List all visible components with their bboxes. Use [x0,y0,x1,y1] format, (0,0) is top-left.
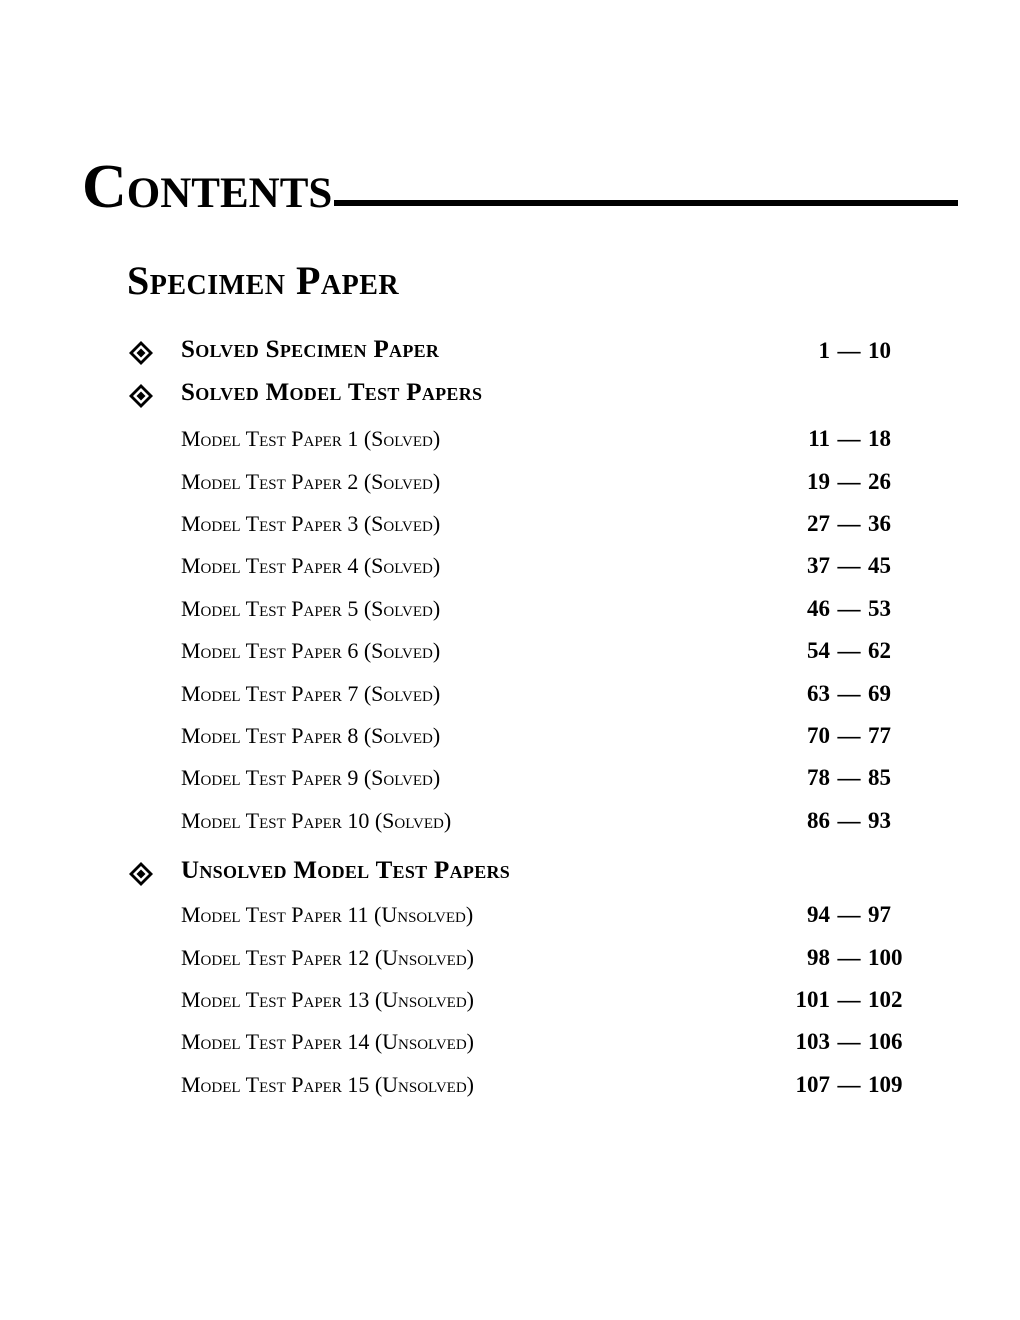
toc-entry-model-test-paper[interactable] [0,943,1020,979]
page-range [788,426,898,456]
toc-entry-label: Model Test Paper 10 (Solved) [181,808,452,833]
page-start: 86 [807,808,830,833]
page-end: 69 [868,681,891,706]
page-start: 78 [807,765,830,790]
toc-entry-label: Model Test Paper 1 (Solved) [181,426,441,451]
page-end: 53 [868,596,891,621]
page-start: 46 [807,596,830,621]
page-end: 45 [868,553,891,578]
page-range [788,765,898,795]
title-rule [334,200,958,206]
page-dash: — [837,987,861,1012]
page-dash: — [837,511,861,536]
toc-entry-model-test-paper[interactable] [0,985,1020,1021]
page-start: 1 [818,338,830,363]
toc-entry-label: Model Test Paper 13 (Unsolved) [181,987,474,1012]
page-range [788,902,898,932]
page-start: 103 [795,1029,830,1054]
toc-entry-unsolved-model-test-papers[interactable] [0,857,1020,893]
page-dash: — [837,765,861,790]
toc-entry-model-test-paper[interactable] [0,594,1020,630]
page-end: 106 [868,1029,903,1054]
page-range [788,1072,912,1102]
page-dash: — [837,553,861,578]
page-end: 100 [868,945,903,970]
page-range [788,987,912,1017]
page-range [788,723,898,753]
diamond-bullet-icon [128,383,154,409]
page-start: 107 [795,1072,830,1097]
page-end: 97 [868,902,891,927]
page-range [788,945,912,975]
page-end: 109 [868,1072,903,1097]
page-dash: — [837,808,861,833]
page-end: 77 [868,723,891,748]
toc-entry-label: Model Test Paper 4 (Solved) [181,553,441,578]
page-end: 93 [868,808,891,833]
toc-entry-label: Model Test Paper 5 (Solved) [181,596,441,621]
page-dash: — [837,945,861,970]
toc-entry-label: Model Test Paper 12 (Unsolved) [181,945,474,970]
toc-entry-model-test-paper[interactable] [0,1070,1020,1106]
section-heading: Specimen Paper [127,258,400,303]
toc-entry-label: Model Test Paper 15 (Unsolved) [181,1072,474,1097]
page-dash: — [837,902,861,927]
toc-entry-label: Model Test Paper 9 (Solved) [181,765,441,790]
toc-entry-model-test-paper[interactable] [0,509,1020,545]
page-range [788,469,898,499]
page-dash: — [837,1072,861,1097]
page-range [788,1029,912,1059]
toc-entry-solved-specimen-paper[interactable] [0,336,1020,372]
page-start: 63 [807,681,830,706]
page-range [788,596,898,626]
toc-entry-label: Model Test Paper 6 (Solved) [181,638,441,663]
page-end: 102 [868,987,903,1012]
toc-entry-model-test-paper[interactable] [0,721,1020,757]
page-start: 101 [795,987,830,1012]
page-dash: — [837,681,861,706]
toc-entry-model-test-paper[interactable] [0,806,1020,842]
toc-entry-model-test-paper[interactable] [0,636,1020,672]
toc-entry-label: Model Test Paper 14 (Unsolved) [181,1029,474,1054]
toc-entry-label: Model Test Paper 7 (Solved) [181,681,441,706]
toc-entry-label: Unsolved Model Test Papers [181,857,511,884]
page-start: 37 [807,553,830,578]
page-range [788,638,898,668]
page-range [788,511,898,541]
page-start: 98 [807,945,830,970]
page-dash: — [837,596,861,621]
page-dash: — [837,1029,861,1054]
toc-entry-model-test-paper[interactable] [0,763,1020,799]
page-range [788,808,898,838]
page-start: 19 [807,469,830,494]
toc-entry-label: Solved Specimen Paper [181,336,440,363]
page-start: 94 [807,902,830,927]
diamond-bullet-icon [128,861,154,887]
page-start: 54 [807,638,830,663]
page-end: 36 [868,511,891,536]
page-start: 70 [807,723,830,748]
page-range [788,553,898,583]
toc-entry-model-test-paper[interactable] [0,679,1020,715]
page-end: 85 [868,765,891,790]
page-start: 11 [808,426,830,451]
toc-entry-model-test-paper[interactable] [0,900,1020,936]
page-dash: — [837,426,861,451]
toc-entry-model-test-paper[interactable] [0,551,1020,587]
page-start: 27 [807,511,830,536]
page-end: 62 [868,638,891,663]
page-dash: — [837,469,861,494]
toc-entry-solved-model-test-papers[interactable] [0,379,1020,415]
toc-entry-label: Model Test Paper 8 (Solved) [181,723,441,748]
page-end: 10 [868,338,891,363]
page-title: Contents [82,153,333,221]
toc-entry-label: Model Test Paper 11 (Unsolved) [181,902,474,927]
page-dash: — [837,338,861,363]
page-end: 18 [868,426,891,451]
toc-entry-model-test-paper[interactable] [0,1027,1020,1063]
page-range [788,681,898,711]
toc-entry-label: Solved Model Test Papers [181,379,483,406]
page-end: 26 [868,469,891,494]
toc-entry-label: Model Test Paper 2 (Solved) [181,469,441,494]
diamond-bullet-icon [128,340,154,366]
contents-header [82,138,958,221]
page-dash: — [837,638,861,663]
toc-entry-model-test-paper[interactable] [0,424,1020,460]
page-range [788,338,898,368]
toc-entry-label: Model Test Paper 3 (Solved) [181,511,441,536]
page-dash: — [837,723,861,748]
toc-entry-model-test-paper[interactable] [0,467,1020,503]
